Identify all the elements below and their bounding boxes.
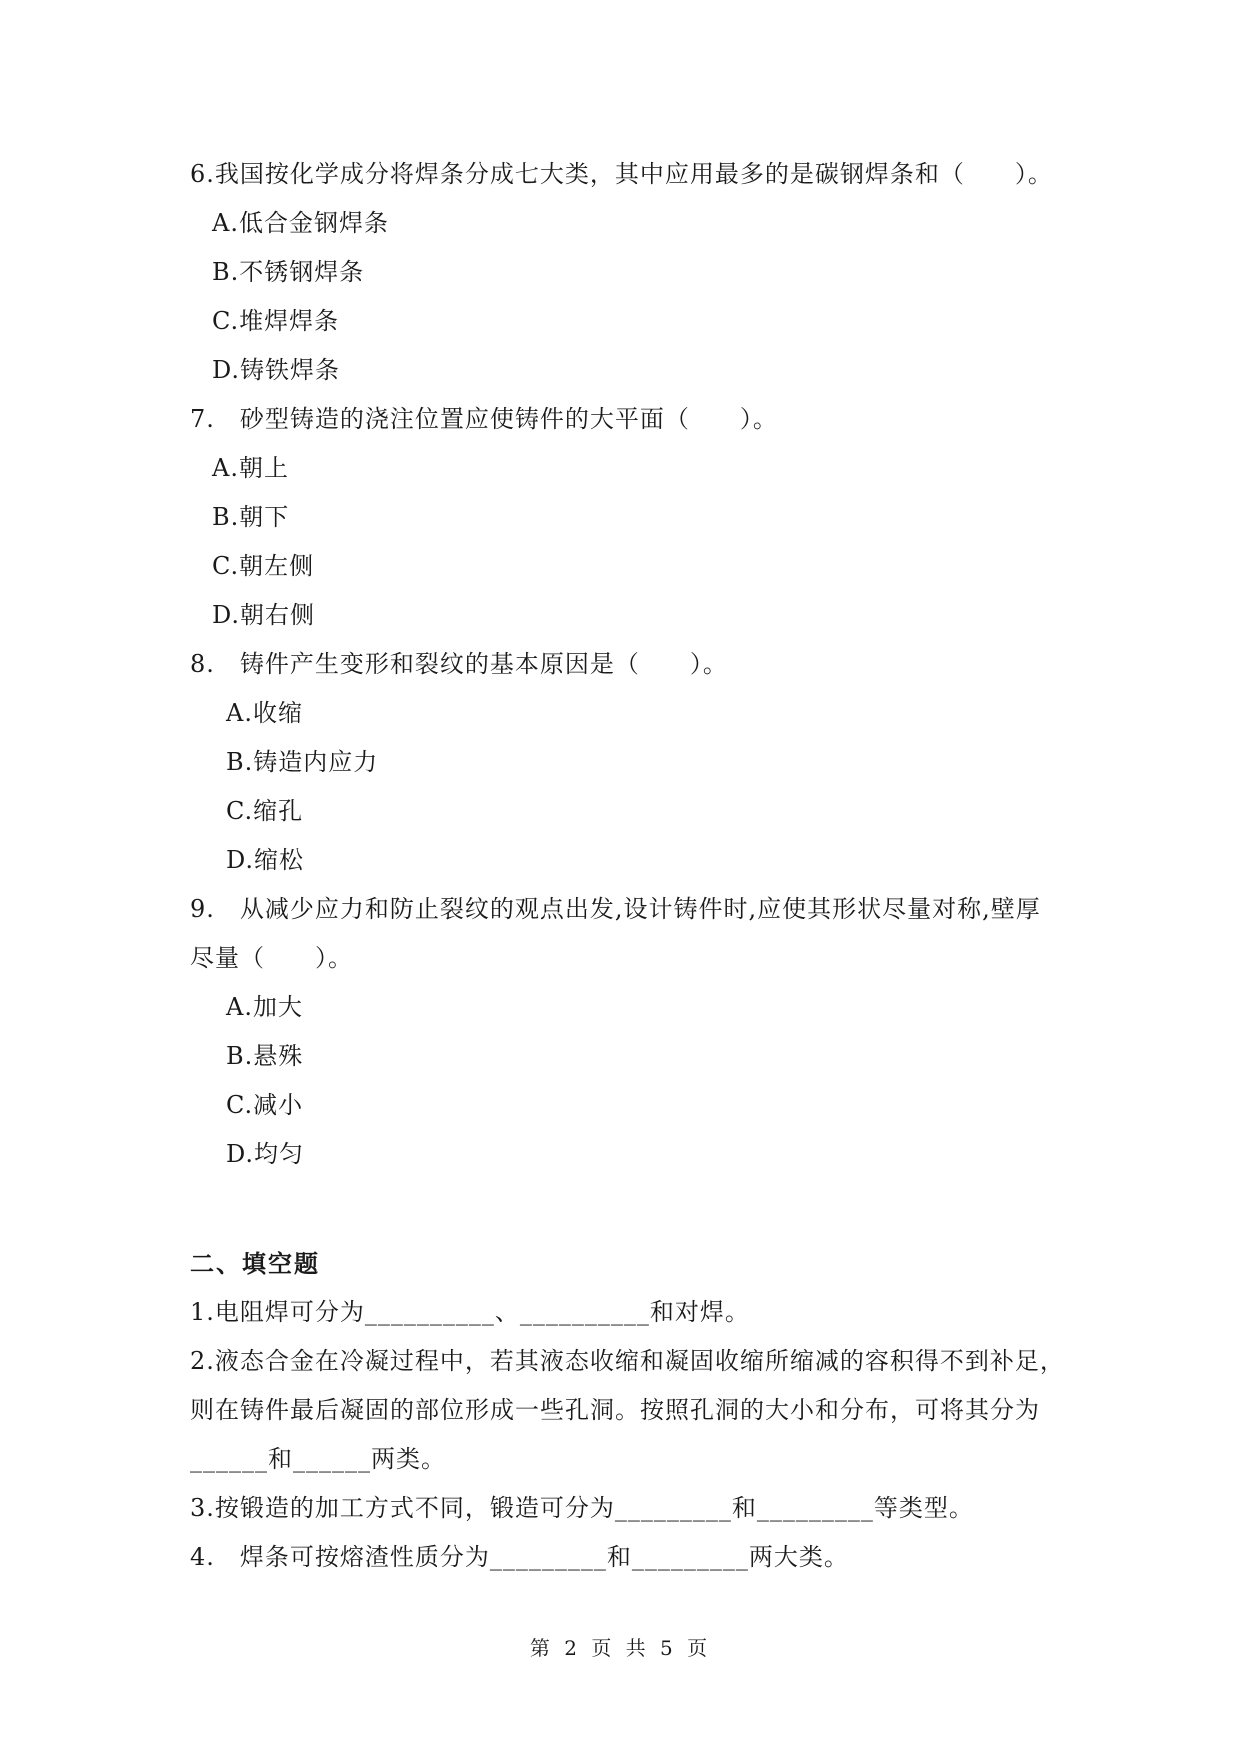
question-8-option-a: A.收缩	[226, 699, 303, 727]
question-9-stem-line2: 尽量（ ）。	[190, 944, 353, 972]
question-7-option-c: C.朝左侧	[212, 552, 315, 580]
question-9-stem-line1: 9. 从减少应力和防止裂纹的观点出发,设计铸件时,应使其形状尽量对称,壁厚	[190, 895, 1041, 923]
question-7-stem: 7. 砂型铸造的浇注位置应使铸件的大平面（ ）。	[190, 405, 778, 433]
question-8-option-d: D.缩松	[226, 846, 305, 874]
question-6-option-c: C.堆焊焊条	[212, 307, 340, 335]
fill-item-1: 1.电阻焊可分为__________、__________和对焊。	[190, 1298, 750, 1326]
question-7-option-b: B.朝下	[212, 503, 290, 531]
fill-item-2-line1: 2.液态合金在冷凝过程中，若其液态收缩和凝固收缩所缩减的容积得不到补足，	[190, 1347, 1065, 1375]
question-6-option-a: A.低合金钢焊条	[212, 209, 389, 237]
question-9-option-b: B.悬殊	[226, 1042, 304, 1070]
question-7-option-a: A.朝上	[212, 454, 289, 482]
fill-item-2-line3: ______和______两类。	[190, 1445, 446, 1473]
page-number-footer: 第 2 页 共 5 页	[529, 1636, 712, 1660]
question-8-option-c: C.缩孔	[226, 797, 304, 825]
question-8-option-b: B.铸造内应力	[226, 748, 379, 776]
question-6-stem: 6.我国按化学成分将焊条分成七大类，其中应用最多的是碳钢焊条和（ ）。	[190, 160, 1053, 188]
fill-item-4: 4. 焊条可按熔渣性质分为_________和_________两大类。	[190, 1543, 849, 1571]
question-6-option-b: B.不锈钢焊条	[212, 258, 365, 286]
section-spacer	[190, 1179, 1070, 1239]
question-9-option-c: C.减小	[226, 1091, 304, 1119]
question-6-option-d: D.铸铁焊条	[212, 356, 341, 384]
page-content	[190, 150, 1070, 1582]
fill-item-3: 3.按锻造的加工方式不同，锻造可分为_________和_________等类型。	[190, 1494, 974, 1522]
fill-item-2-line2: 则在铸件最后凝固的部位形成一些孔洞。按照孔洞的大小和分布，可将其分为	[190, 1396, 1040, 1424]
question-9-option-d: D.均匀	[226, 1140, 305, 1168]
question-8-stem: 8. 铸件产生变形和裂纹的基本原因是（ ）。	[190, 650, 728, 678]
question-7-option-d: D.朝右侧	[212, 601, 316, 629]
question-9-option-a: A.加大	[226, 993, 303, 1021]
section-2-title: 二、填空题	[190, 1249, 320, 1278]
